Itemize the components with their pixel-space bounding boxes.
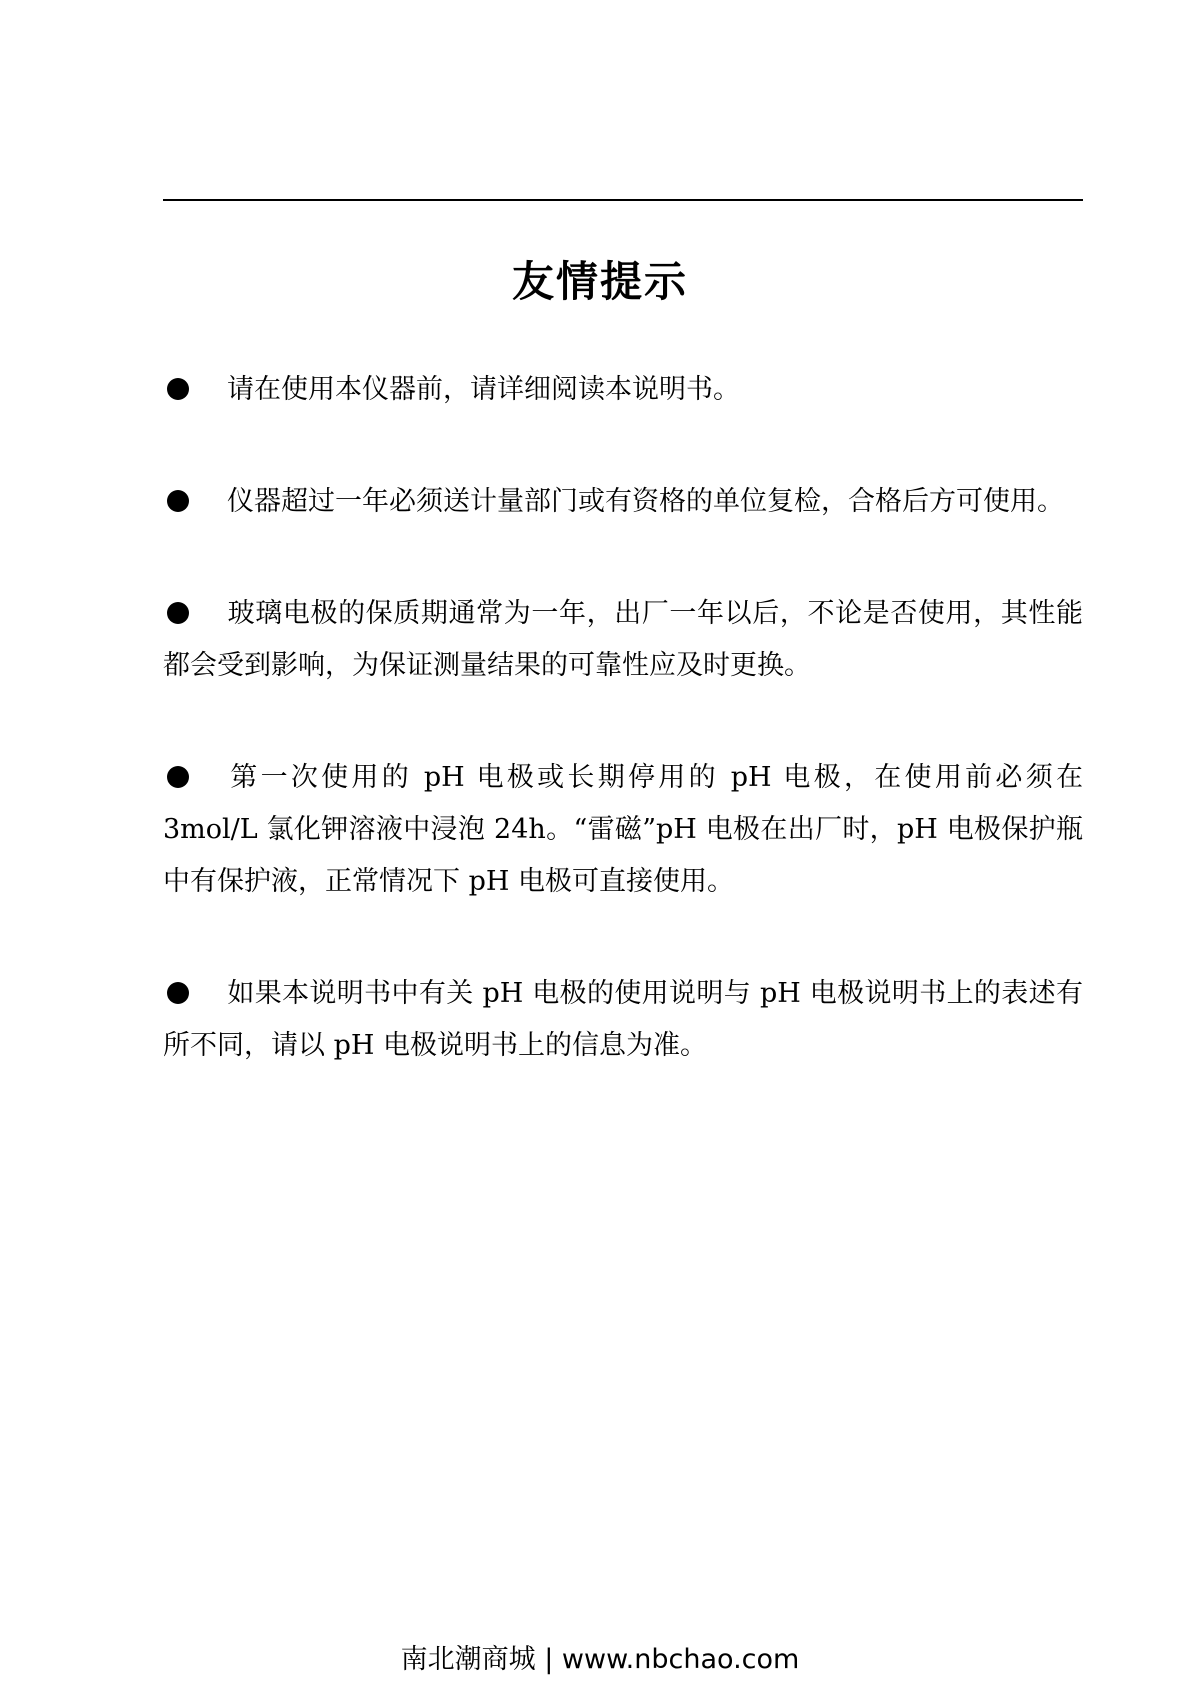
tip-text: 如果本说明书中有关 pH 电极的使用说明与 pH 电极说明书上的表述有所不同，请以 pH 电极说明书上的信息为准。 (163, 978, 1083, 1061)
tip-item (163, 476, 1083, 528)
tip-text: 仪器超过一年必须送计量部门或有资格的单位复检，合格后方可使用。 (227, 486, 1064, 517)
page-title: 友情提示 (511, 257, 688, 306)
bullet-icon (167, 602, 189, 624)
tip-item (163, 752, 1083, 908)
tip-text: 玻璃电极的保质期通常为一年，出厂一年以后，不论是否使用，其性能都会受到影响，为保证测量结果的可靠性应及时更换。 (163, 598, 1083, 681)
bullet-icon (167, 490, 189, 512)
tips-list (163, 364, 1083, 1132)
tip-item (163, 968, 1083, 1072)
footer-watermark: 南北潮商城 | www.nbchao.com (400, 1644, 800, 1675)
bullet-icon (167, 378, 189, 400)
tip-text: 请在使用本仪器前，请详细阅读本说明书。 (227, 374, 740, 405)
bullet-icon (167, 982, 189, 1004)
tip-item (163, 364, 1083, 416)
tip-item (163, 588, 1083, 692)
bullet-icon (167, 766, 189, 788)
top-rule (163, 199, 1083, 201)
tip-text: 第一次使用的 pH 电极或长期停用的 pH 电极，在使用前必须在 3mol/L 氯化钾溶液中浸泡 24h。“雷磁”pH 电极在出厂时，pH 电极保护瓶中有保护液，正常情况下 pH 电极可直接使用。 (163, 762, 1083, 897)
